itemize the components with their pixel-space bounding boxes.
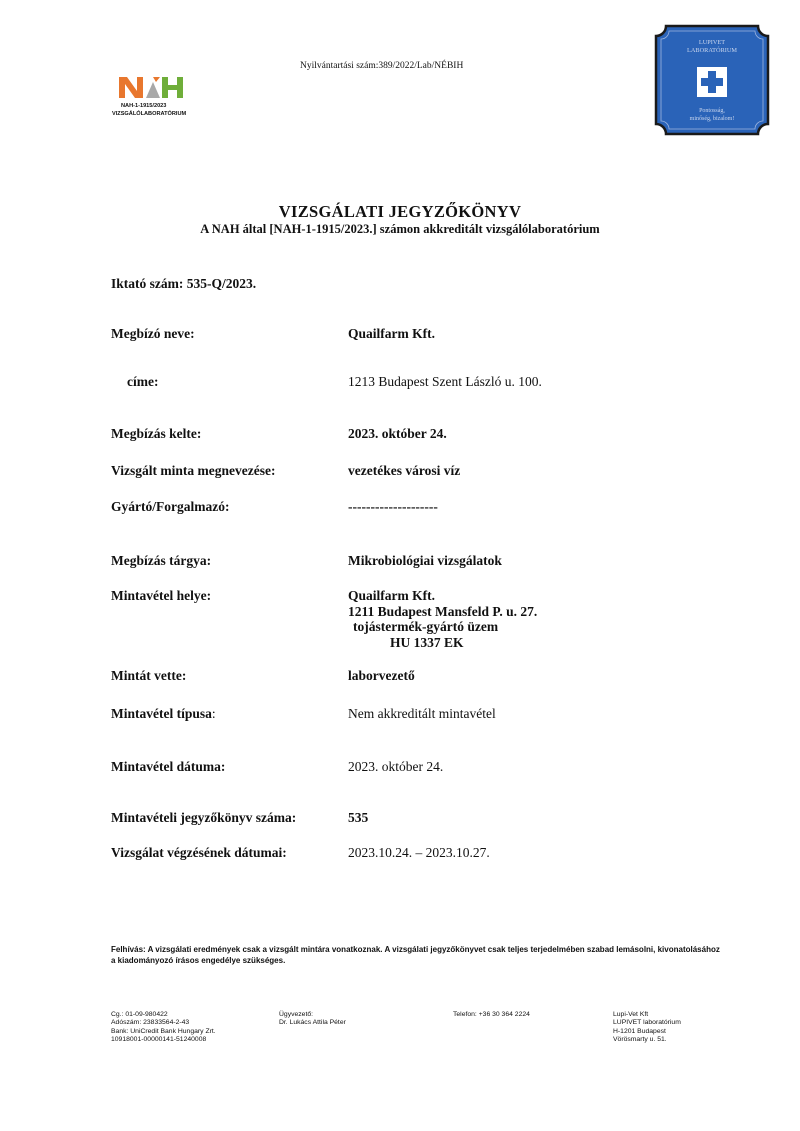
footer-company-line: Cg.: 01-09-980422 [111,1011,168,1018]
test-dates-value: 2023.10.24. – 2023.10.27. [348,845,490,860]
document-title: VIZSGÁLATI JEGYZŐKÖNYV [278,202,522,221]
footer-company-line: Bank: UniCredit Bank Hungary Zrt. [111,1027,216,1035]
footer-manager-title: Ügyvezető: [279,1011,314,1018]
sampling-date-value: 2023. október 24. [348,759,444,774]
stamp-motto-line-1: Pontosság, [699,108,725,114]
client-address-value: 1213 Budapest Szent László u. 100. [348,374,542,389]
sample-name-label: Vizsgált minta megnevezése: [111,463,276,478]
footer-manager-name: Dr. Lukács Attila Péter [279,1019,346,1027]
reference-number: Iktató szám: 535-Q/2023. [111,276,257,291]
nah-subtitle: VIZSGÁLÓLABORATÓRIUM [112,111,187,117]
sampling-type-label-text: Mintavétel típusa [111,706,212,721]
sampled-by-value: laborvezető [348,668,415,683]
footer-address [613,1011,681,1045]
sampling-report-number-value: 535 [348,810,369,825]
sampling-place-value [348,588,537,650]
sampling-type-value: Nem akkreditált mintavétel [348,706,496,721]
sampling-type-label [111,706,216,722]
sampling-place-line-4: HU 1337 EK [390,634,464,650]
sampling-type-label-colon: : [211,706,216,721]
order-date-label: Megbízás kelte: [111,426,202,441]
sampling-place-label: Mintavétel helye: [111,588,212,603]
client-name-label: Megbízó neve: [111,326,195,341]
manufacturer-value: -------------------- [348,499,438,514]
sample-name-value: vezetékes városi víz [348,463,461,478]
order-subject-value: Mikrobiológiai vizsgálatok [348,553,502,568]
cross-icon [697,67,727,97]
footer-address-line: H-1201 Budapest [613,1027,666,1035]
sampling-place-line-2: 1211 Budapest Mansfeld P. u. 27. [348,603,538,619]
order-subject-label: Megbízás tárgya: [111,553,212,568]
stamp-title [654,39,770,55]
stamp-line-1: LUPIVET [698,39,726,46]
registration-number: Nyilvántartási szám:389/2022/Lab/NÉBIH [300,61,464,71]
footer-address-line: Lupi-Vet Kft [613,1011,649,1018]
nah-logo-mark-icon [119,74,199,100]
footer-address-line: Vörösmarty u. 51. [613,1036,667,1044]
legal-notice: Felhívás: A vizsgálati eredmények csak a vizsgált mintára vonatkoznak. A vizsgálati jegyzőkönyvet csak teljes terjedelmében szabad lemásolni, kivonatolásához a kiadományozó írásos engedélye szükséges. [111,945,720,965]
footer-phone: Telefon: +36 30 364 2224 [453,1011,530,1018]
test-dates-label: Vizsgálat végzésének dátumai: [111,845,287,860]
nah-code: NAH-1-1915/2023 [121,103,167,109]
sampling-report-number-label: Mintavételi jegyzőkönyv száma: [111,810,297,825]
client-address-label: címe: [127,374,159,389]
footer-company-info [111,1011,216,1045]
stamp-motto-line-2: minőség, bizalom! [689,116,735,122]
order-date-value: 2023. október 24. [348,426,447,441]
stamp-motto [654,107,770,123]
lupivet-stamp [654,24,770,136]
client-name-value: Quailfarm Kft. [348,326,435,341]
nah-logo [112,74,212,117]
footer-manager [279,1011,346,1028]
manufacturer-label: Gyártó/Forgalmazó: [111,499,230,514]
footer-company-line: Adószám: 23833564-2-43 [111,1019,190,1027]
sampling-place-line-3: tojástermék-gyártó üzem [353,619,499,634]
document-subtitle: A NAH által [NAH-1-1915/2023.] számon akkreditált vizsgálólaboratórium [200,222,600,236]
stamp-line-2: LABORATÓRIUM [686,47,738,54]
footer-company-line: 10918001-00000141-51240008 [111,1036,207,1044]
sampled-by-label: Mintát vette: [111,668,187,683]
footer-address-line: LUPIVET laboratórium [613,1019,681,1027]
sampling-place-line-1: Quailfarm Kft. [348,588,435,603]
sampling-date-label: Mintavétel dátuma: [111,759,226,774]
